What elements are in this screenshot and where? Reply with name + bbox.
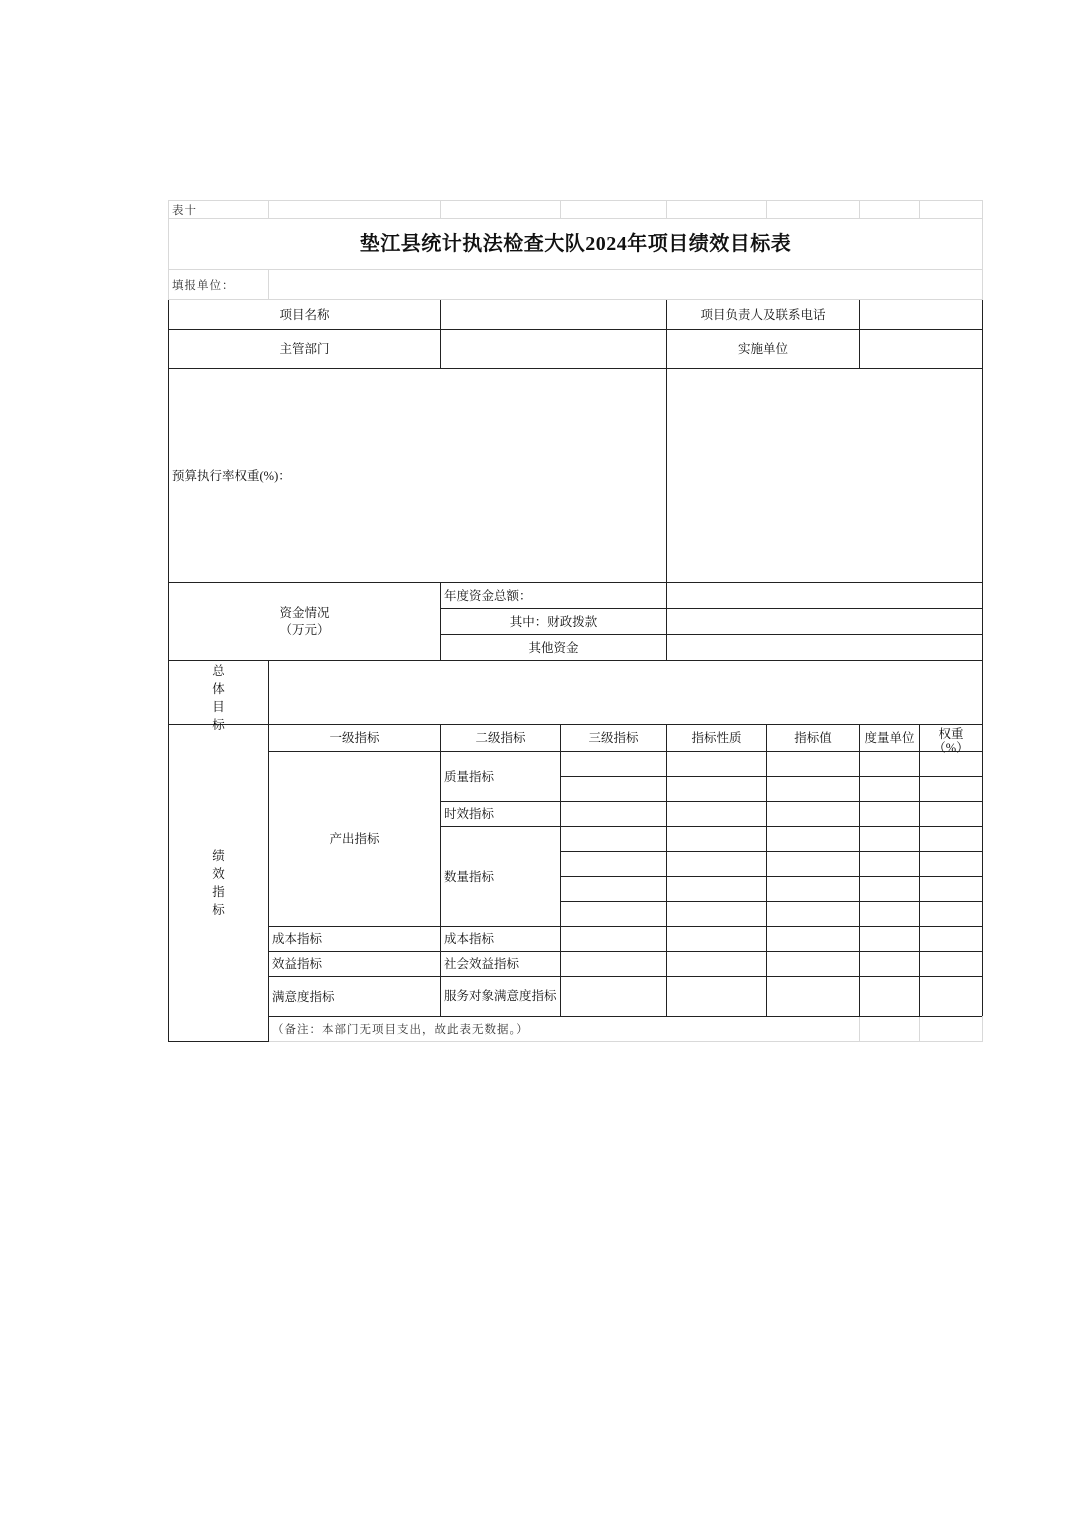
table-cell[interactable] [767, 827, 860, 852]
table-cell[interactable] [561, 827, 667, 852]
table-cell[interactable] [860, 752, 920, 777]
table-cell[interactable] [667, 852, 767, 877]
level2-timeliness: 时效指标 [441, 802, 561, 827]
table-cell[interactable] [667, 927, 767, 952]
table-cell[interactable] [860, 977, 920, 1017]
table-cell[interactable] [920, 852, 983, 877]
level2-cost: 成本指标 [441, 927, 561, 952]
table-cell[interactable] [767, 952, 860, 977]
table-cell[interactable] [767, 877, 860, 902]
table-cell[interactable] [920, 827, 983, 852]
table-cell[interactable] [667, 902, 767, 927]
table-cell[interactable] [860, 827, 920, 852]
fill-unit-value[interactable] [269, 270, 983, 300]
header-nature: 指标性质 [667, 725, 767, 752]
level2-quality: 质量指标 [441, 752, 561, 802]
funds-fiscal-label: 其中：财政拨款 [441, 609, 667, 635]
funds-label-line2: （万元） [279, 622, 330, 637]
table-cell[interactable] [561, 952, 667, 977]
level1-satisfaction: 满意度指标 [269, 977, 441, 1017]
funds-other-value[interactable] [667, 635, 983, 661]
table-cell[interactable] [767, 977, 860, 1017]
table-cell[interactable] [860, 802, 920, 827]
table-cell[interactable] [561, 877, 667, 902]
header-value: 指标值 [767, 725, 860, 752]
budget-weight-label: 预算执行率权重(%)： [169, 369, 667, 583]
table-cell[interactable] [920, 952, 983, 977]
fill-unit-label: 填报单位： [169, 270, 269, 300]
perf-indicator-label: 绩 效 指 标 [169, 725, 269, 1042]
table-cell[interactable] [561, 852, 667, 877]
table-cell[interactable] [860, 927, 920, 952]
funds-other-label: 其他资金 [441, 635, 667, 661]
project-leader-label: 项目负责人及联系电话 [667, 300, 860, 330]
table-cell[interactable] [860, 952, 920, 977]
funds-label [169, 583, 441, 661]
table-cell[interactable] [561, 902, 667, 927]
table-cell[interactable] [667, 802, 767, 827]
level1-output: 产出指标 [269, 752, 441, 927]
header-weight: 权重 （%） [920, 725, 983, 752]
funds-fiscal-value[interactable] [667, 609, 983, 635]
dept-value[interactable] [441, 330, 667, 369]
level1-cost: 成本指标 [269, 927, 441, 952]
table-cell[interactable] [767, 777, 860, 802]
table-cell[interactable] [920, 927, 983, 952]
table-cell[interactable] [767, 927, 860, 952]
table-cell[interactable] [920, 802, 983, 827]
table-cell[interactable] [920, 777, 983, 802]
table-cell[interactable] [667, 977, 767, 1017]
table-cell[interactable] [667, 752, 767, 777]
table-cell[interactable] [561, 802, 667, 827]
budget-weight-value[interactable] [667, 369, 983, 583]
level2-social-benefit: 社会效益指标 [441, 952, 561, 977]
table-cell[interactable] [920, 877, 983, 902]
table-cell[interactable] [767, 752, 860, 777]
table-cell[interactable] [860, 902, 920, 927]
table-cell[interactable] [920, 902, 983, 927]
project-leader-value[interactable] [860, 300, 983, 330]
funds-total-label: 年度资金总额： [441, 583, 667, 609]
project-name-value[interactable] [441, 300, 667, 330]
table-cell[interactable] [767, 802, 860, 827]
header-unit: 度量单位 [860, 725, 920, 752]
level2-satisfaction: 服务对象满意度指标 [441, 977, 561, 1017]
table-cell[interactable] [561, 752, 667, 777]
header-level3: 三级指标 [561, 725, 667, 752]
table-cell[interactable] [920, 977, 983, 1017]
table-cell[interactable] [667, 777, 767, 802]
footnote: （备注：本部门无项目支出，故此表无数据。） [269, 1017, 860, 1042]
impl-unit-value[interactable] [860, 330, 983, 369]
table-cell[interactable] [667, 877, 767, 902]
impl-unit-label: 实施单位 [667, 330, 860, 369]
table-cell[interactable] [860, 877, 920, 902]
level2-quantity: 数量指标 [441, 827, 561, 927]
sheet-label: 表十 [169, 201, 269, 219]
table-title: 垫江县统计执法检查大队2024年项目绩效目标表 [169, 219, 983, 270]
table-cell[interactable] [667, 827, 767, 852]
project-name-label: 项目名称 [169, 300, 441, 330]
performance-target-sheet [168, 200, 982, 1042]
table-cell[interactable] [920, 752, 983, 777]
table-cell[interactable] [767, 852, 860, 877]
performance-table [168, 200, 983, 1042]
header-level2: 二级指标 [441, 725, 561, 752]
overall-goal-value[interactable] [269, 661, 983, 725]
header-level1: 一级指标 [269, 725, 441, 752]
table-cell[interactable] [767, 902, 860, 927]
dept-label: 主管部门 [169, 330, 441, 369]
funds-label-line1: 资金情况 [279, 605, 330, 620]
table-cell[interactable] [667, 952, 767, 977]
table-cell[interactable] [860, 777, 920, 802]
table-cell[interactable] [561, 977, 667, 1017]
funds-total-value[interactable] [667, 583, 983, 609]
level1-benefit: 效益指标 [269, 952, 441, 977]
table-cell[interactable] [561, 777, 667, 802]
table-cell[interactable] [860, 852, 920, 877]
table-cell[interactable] [561, 927, 667, 952]
overall-goal-label: 总 体 目 标 [169, 661, 269, 725]
